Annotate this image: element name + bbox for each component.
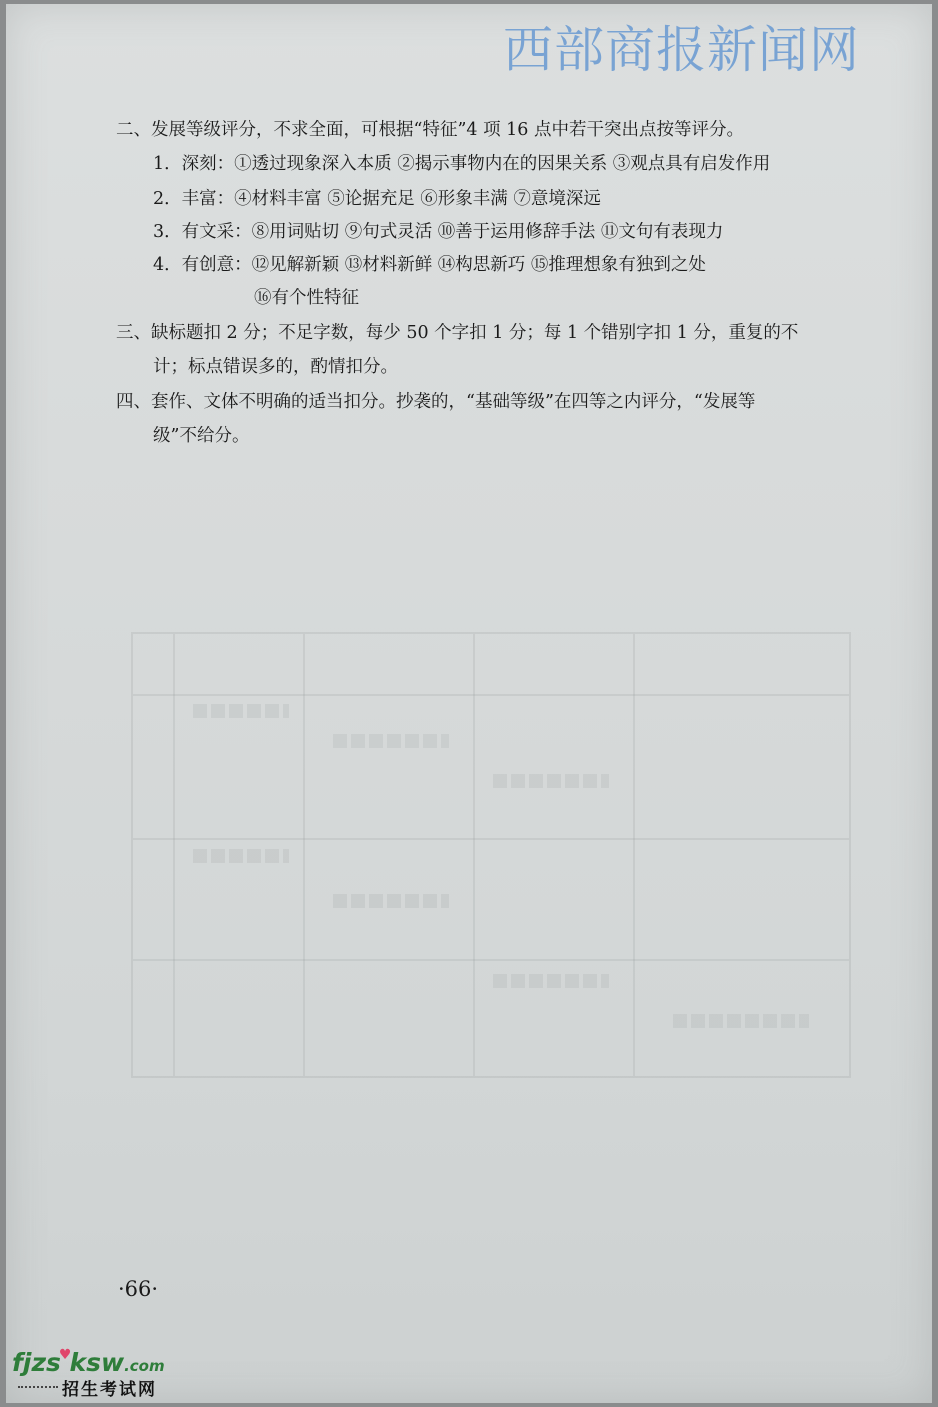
item-rich: 2．丰富：④材料丰富 ⑤论据充足 ⑥形象丰满 ⑦意境深远 xyxy=(153,189,601,209)
item-creative-cont: ⑯有个性特征 xyxy=(254,288,359,308)
section-four: 四、套作、文体不明确的适当扣分。抄袭的，“基础等级”在四等之内评分，“发展等 xyxy=(116,392,756,412)
site-logo[interactable] xyxy=(12,1348,165,1377)
item-literary: 3．有文采：⑧用词贴切 ⑨句式灵活 ⑩善于运用修辞手法 ⑪文句有表现力 xyxy=(153,222,724,242)
bleed-through-table xyxy=(131,632,851,1078)
item-creative: 4．有创意：⑫见解新颖 ⑬材料新鲜 ⑭构思新巧 ⑮推理想象有独到之处 xyxy=(153,255,706,275)
logo-subtitle: 招生考试网 xyxy=(62,1380,157,1400)
logo-domain: .com xyxy=(124,1357,165,1375)
heart-icon: ♥ xyxy=(58,1347,72,1363)
section-two-heading: 二、发展等级评分，不求全面，可根据“特征”4 项 16 点中若干突出点按等评分。 xyxy=(116,120,744,140)
watermark-title: 西部商报新闻网 xyxy=(503,21,860,79)
section-four-cont: 级”不给分。 xyxy=(153,426,250,446)
logo-divider xyxy=(18,1386,58,1388)
document-page xyxy=(6,4,932,1403)
section-three-cont: 计；标点错误多的，酌情扣分。 xyxy=(153,357,398,377)
section-three: 三、缺标题扣 2 分；不足字数，每少 50 个字扣 1 分；每 1 个错别字扣 1 分，重复的不 xyxy=(116,323,799,343)
logo-text-a: fjzs xyxy=(12,1348,61,1377)
item-deep: 1．深刻：①透过现象深入本质 ②揭示事物内在的因果关系 ③观点具有启发作用 xyxy=(153,154,771,174)
logo-text-b: ksw xyxy=(69,1348,125,1377)
page-number: ·66· xyxy=(118,1277,159,1301)
